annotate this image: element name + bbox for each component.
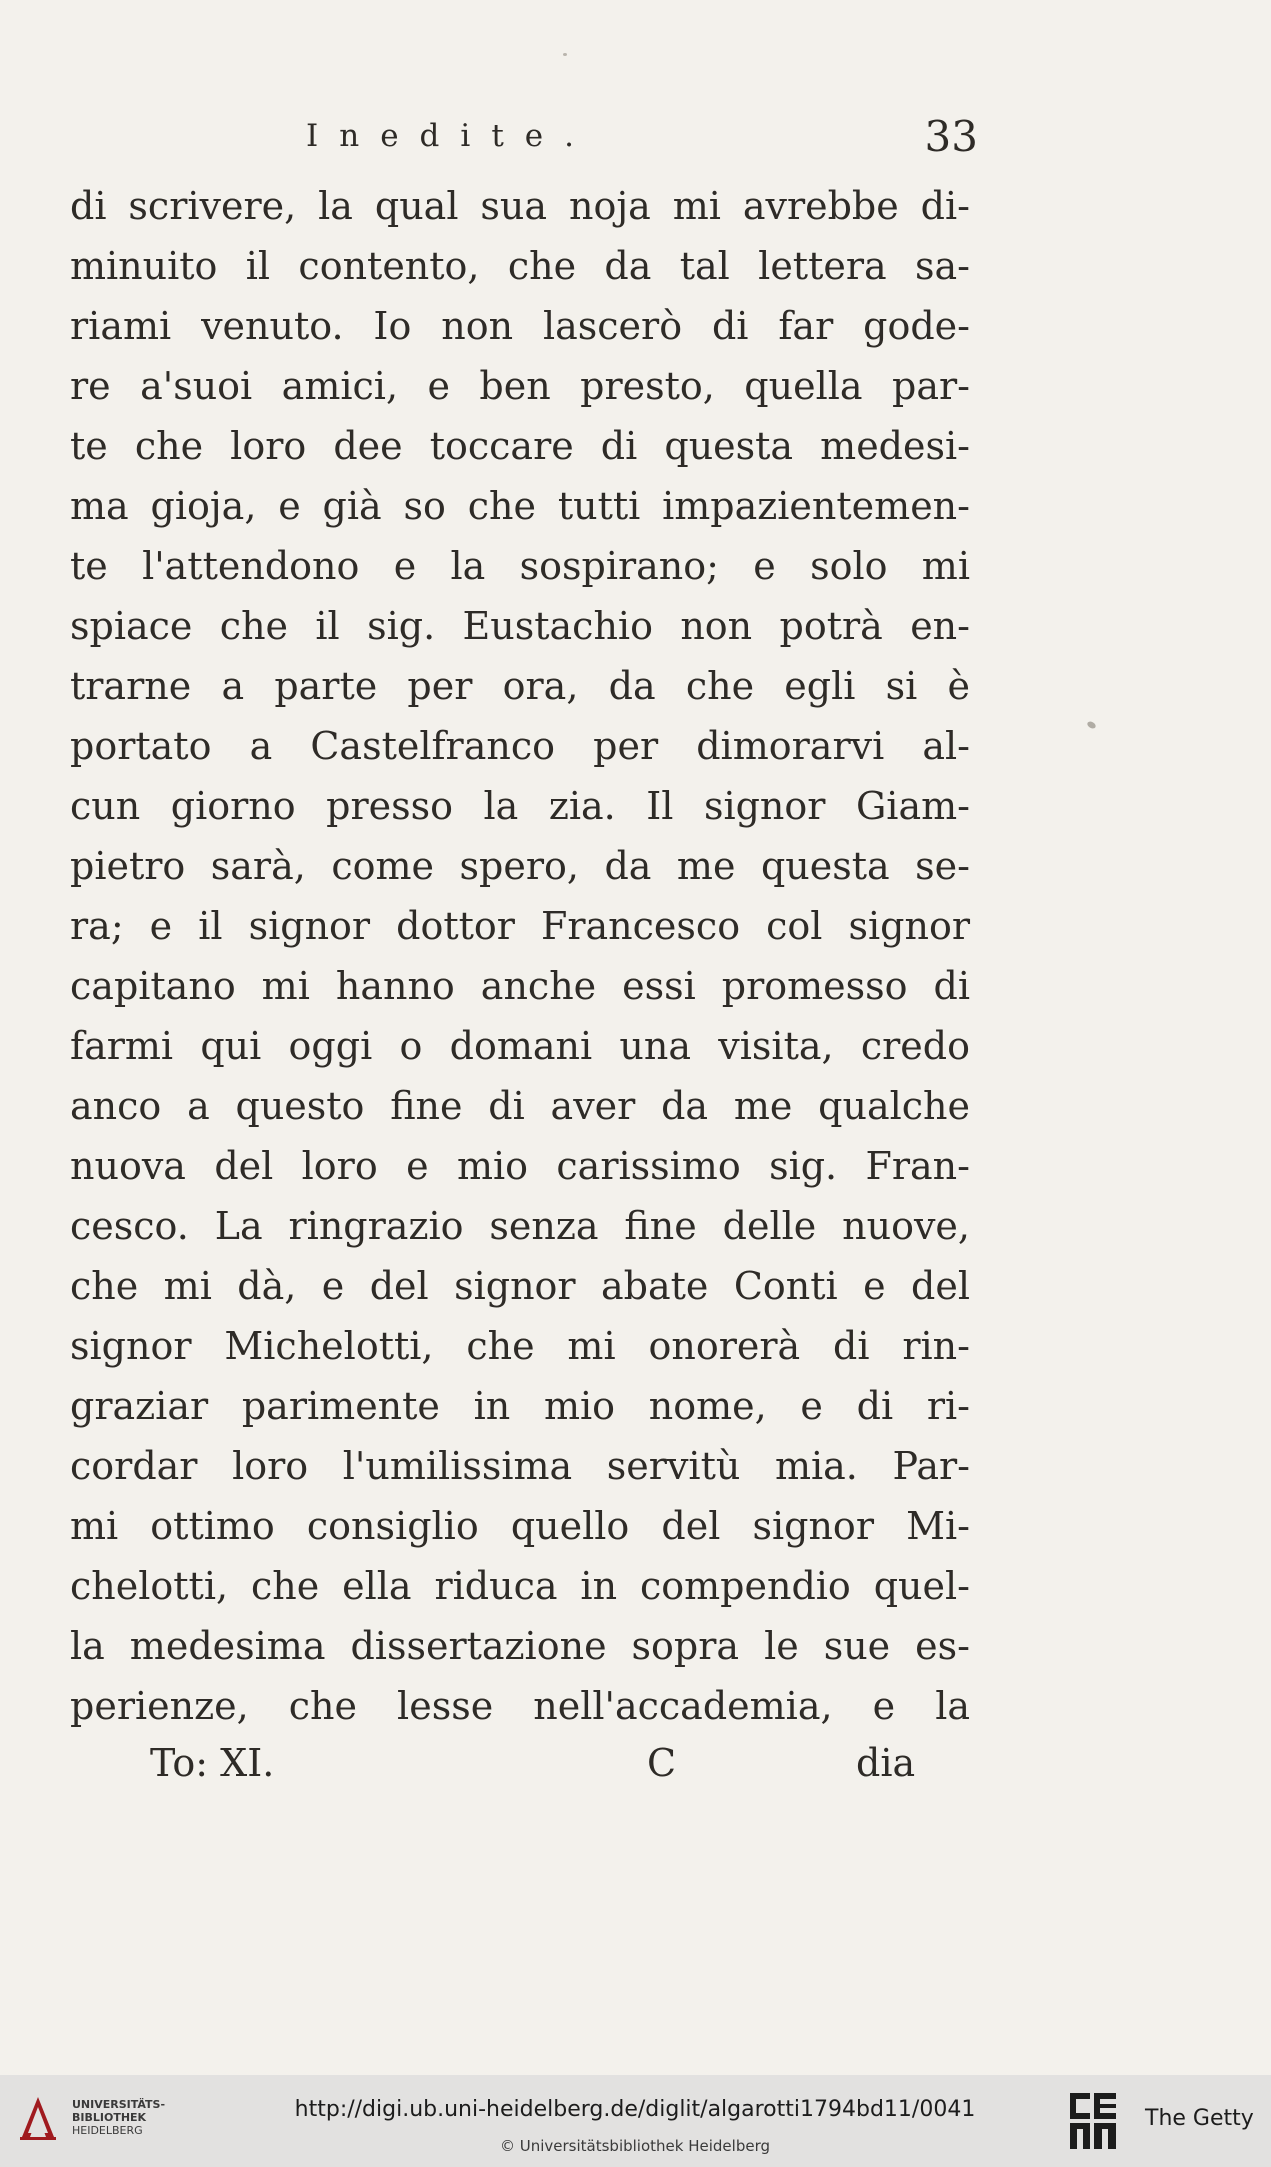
text-line: chelotti, che ella riduca in compendio quel- — [70, 1564, 970, 1608]
partner-name[interactable]: The Getty — [1145, 2106, 1254, 2131]
text-line: portato a Castelfranco per dimorarvi al- — [70, 724, 970, 768]
library-name-line: HEIDELBERG — [72, 2124, 143, 2137]
text-line: trarne a parte per ora, da che egli si è — [70, 664, 970, 708]
text-line: farmi qui oggi o domani una visita, credo — [70, 1024, 970, 1068]
running-head-title: Inedite. — [306, 118, 595, 154]
library-name-line: UNIVERSITÄTS- — [72, 2098, 166, 2111]
text-line: anco a questo fine di aver da me qualche — [70, 1084, 970, 1128]
body-text — [70, 176, 970, 1736]
catchword: dia — [856, 1741, 916, 1785]
text-line: capitano mi hanno anche essi promesso di — [70, 964, 970, 1008]
text-line: la medesima dissertazione sopra le sue es- — [70, 1624, 970, 1668]
getty-logo-icon[interactable] — [1068, 2091, 1120, 2153]
ink-speck — [1086, 720, 1097, 730]
running-head — [306, 112, 978, 178]
text-line: cesco. La ringrazio senza fine delle nuove, — [70, 1204, 970, 1248]
viewer-footer — [0, 2075, 1271, 2167]
text-line: cun giorno presso la zia. Il signor Giam- — [70, 784, 970, 828]
page-number: 33 — [924, 112, 978, 161]
library-name-line: BIBLIOTHEK — [72, 2111, 147, 2124]
signature-volume: To: XI. — [150, 1741, 275, 1785]
paper-speck — [563, 53, 567, 56]
text-line: ma gioja, e già so che tutti impazientemen- — [70, 484, 970, 528]
text-line: signor Michelotti, che mi onorerà di rin- — [70, 1324, 970, 1368]
university-library-name[interactable] — [72, 2098, 165, 2137]
text-line: cordar loro l'umilissima servitù mia. Par- — [70, 1444, 970, 1488]
text-line: nuova del loro e mio carissimo sig. Fran- — [70, 1144, 970, 1188]
text-line: graziar parimente in mio nome, e di ri- — [70, 1384, 970, 1428]
text-line: mi ottimo consiglio quello del signor Mi- — [70, 1504, 970, 1548]
text-line: di scrivere, la qual sua noja mi avrebbe di- — [70, 184, 970, 228]
text-line: te l'attendono e la sospirano; e solo mi — [70, 544, 970, 588]
text-line: te che loro dee toccare di questa medesi- — [70, 424, 970, 468]
text-line: pietro sarà, come spero, da me questa se- — [70, 844, 970, 888]
text-line: perienze, che lesse nell'accademia, e la — [70, 1684, 970, 1728]
text-line: ra; e il signor dottor Francesco col signor — [70, 904, 970, 948]
text-line: riami venuto. Io non lascerò di far gode- — [70, 304, 970, 348]
signature-line — [150, 1741, 930, 1797]
text-line: minuito il contento, che da tal lettera sa- — [70, 244, 970, 288]
text-line: re a'suoi amici, e ben presto, quella par- — [70, 364, 970, 408]
text-line: spiace che il sig. Eustachio non potrà en- — [70, 604, 970, 648]
university-seal-icon[interactable] — [12, 2093, 64, 2145]
text-line: che mi dà, e del signor abate Conti e del — [70, 1264, 970, 1308]
copyright-notice: © Universitätsbibliothek Heidelberg — [499, 2137, 770, 2155]
permalink-url[interactable]: http://digi.ub.uni-heidelberg.de/diglit/algarotti1794bd11/0041 — [294, 2097, 976, 2122]
signature-mark: C — [647, 1741, 677, 1785]
